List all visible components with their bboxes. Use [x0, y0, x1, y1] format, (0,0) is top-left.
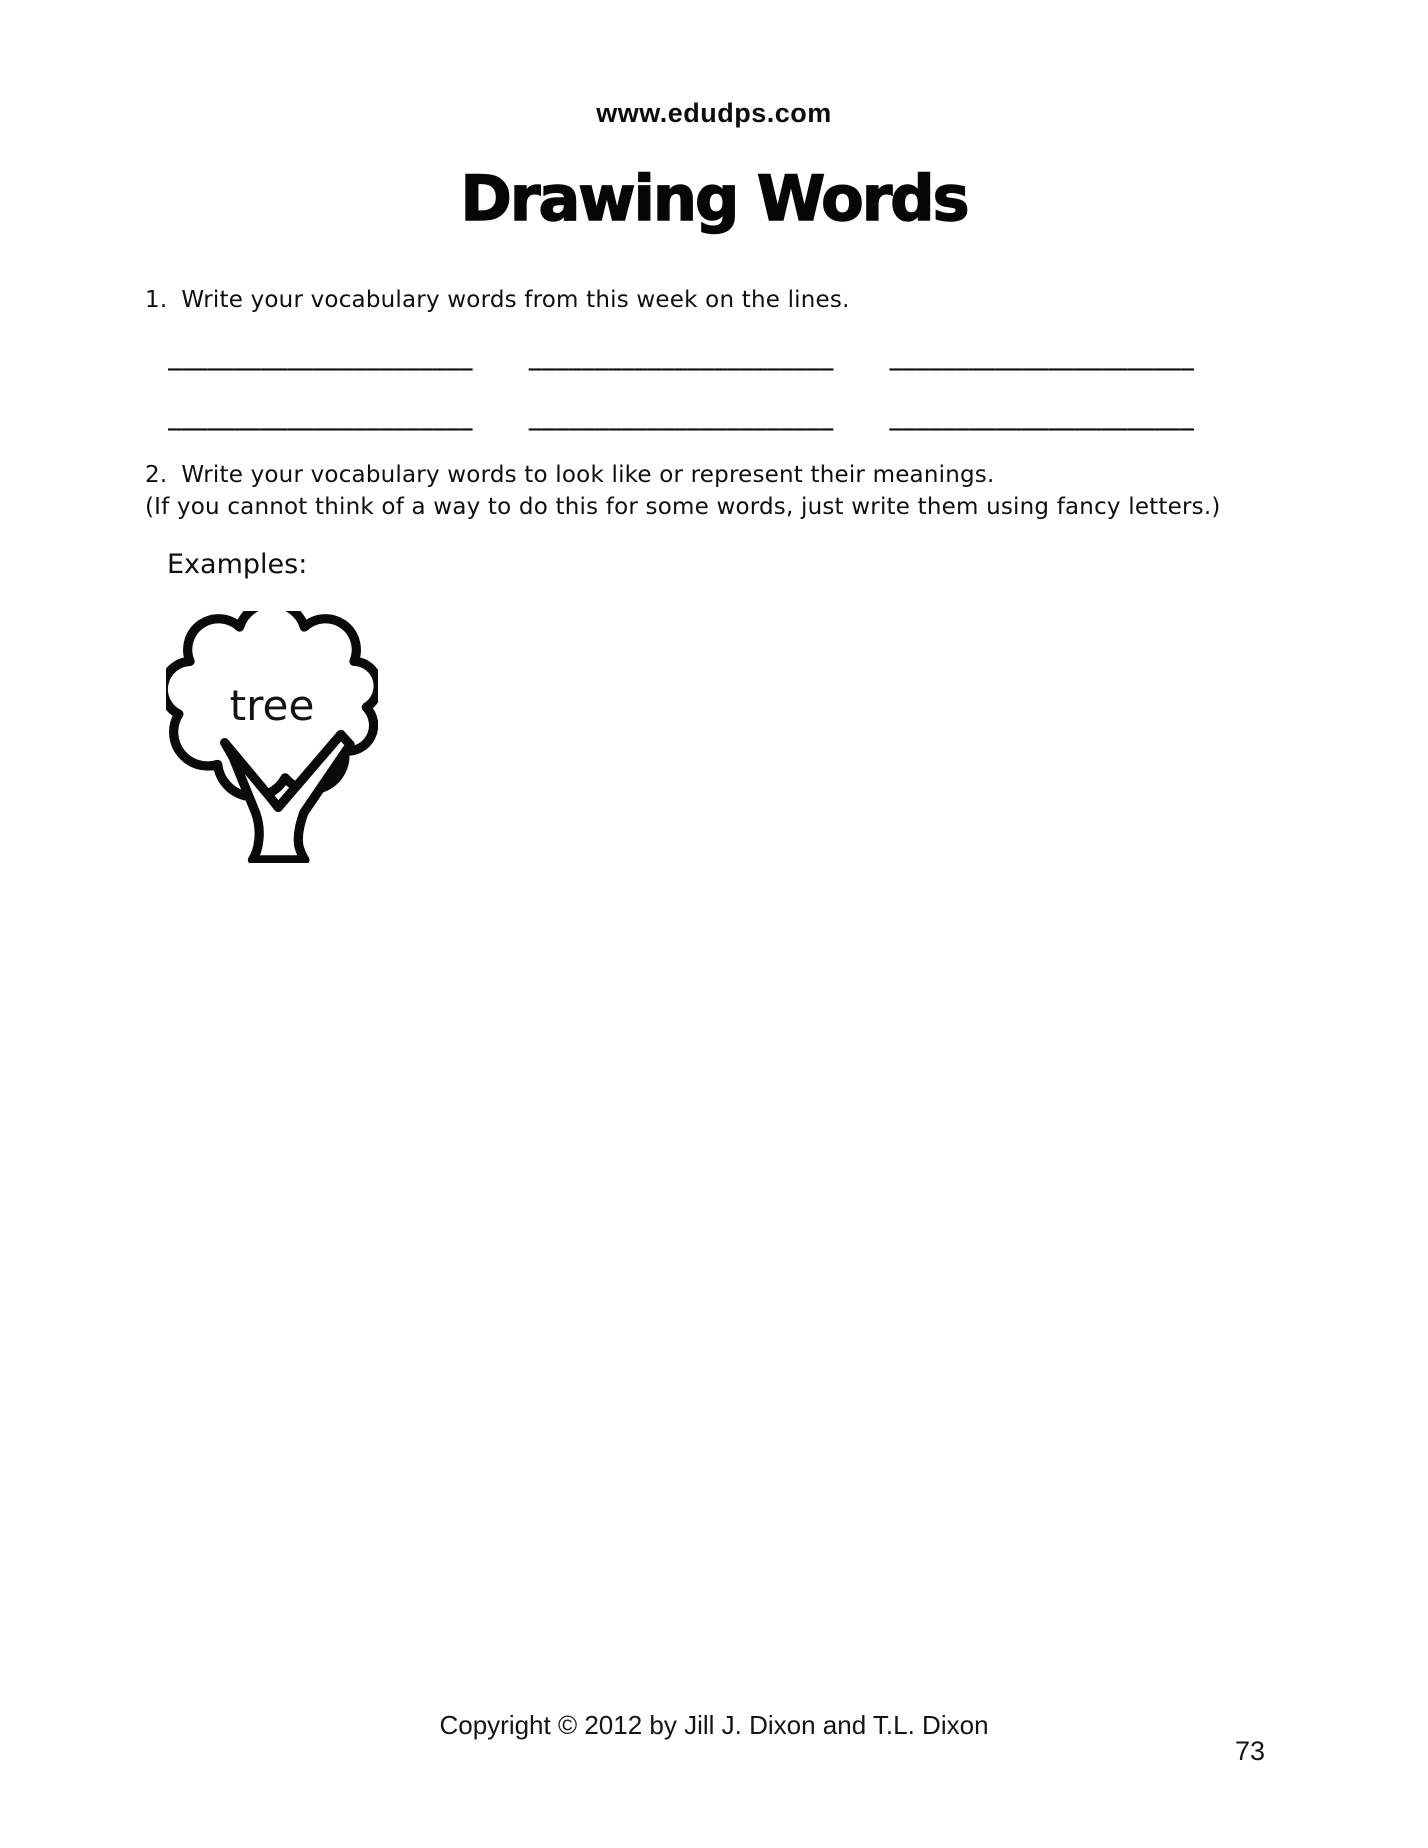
page-title: Drawing Words — [460, 162, 968, 235]
instruction-2-number: 2. — [145, 462, 168, 488]
blank-line: _______________________ — [528, 406, 834, 431]
blank-lines-row-2 — [168, 406, 1194, 432]
instruction-1-text: Write your vocabulary words from this week on the lines. — [181, 287, 850, 313]
tree-word-label: tree — [229, 681, 315, 731]
instruction-1 — [145, 285, 1285, 316]
tree-drawing-icon — [166, 611, 378, 863]
instruction-2-note: (If you cannot think of a way to do this for some words, just write them using fancy letters.) — [145, 494, 1221, 520]
examples-label: Examples: — [167, 549, 308, 580]
site-url: www.edudps.com — [596, 98, 832, 128]
tree-example-figure — [166, 611, 378, 863]
footer-copyright: Copyright © 2012 by Jill J. Dixon and T.L. Dixon — [439, 1710, 989, 1740]
instruction-2 — [145, 460, 1285, 523]
blank-lines-row-1 — [168, 346, 1194, 372]
instruction-2-text: Write your vocabulary words to look like or represent their meanings. — [181, 462, 995, 488]
instruction-1-number: 1. — [145, 287, 168, 313]
blank-line: _______________________ — [168, 346, 473, 371]
blank-line: _______________________ — [889, 406, 1194, 431]
page-number: 73 — [1234, 1736, 1265, 1766]
blank-line: _______________________ — [528, 346, 834, 371]
blank-line: _______________________ — [168, 406, 473, 431]
blank-line: _______________________ — [889, 346, 1194, 371]
